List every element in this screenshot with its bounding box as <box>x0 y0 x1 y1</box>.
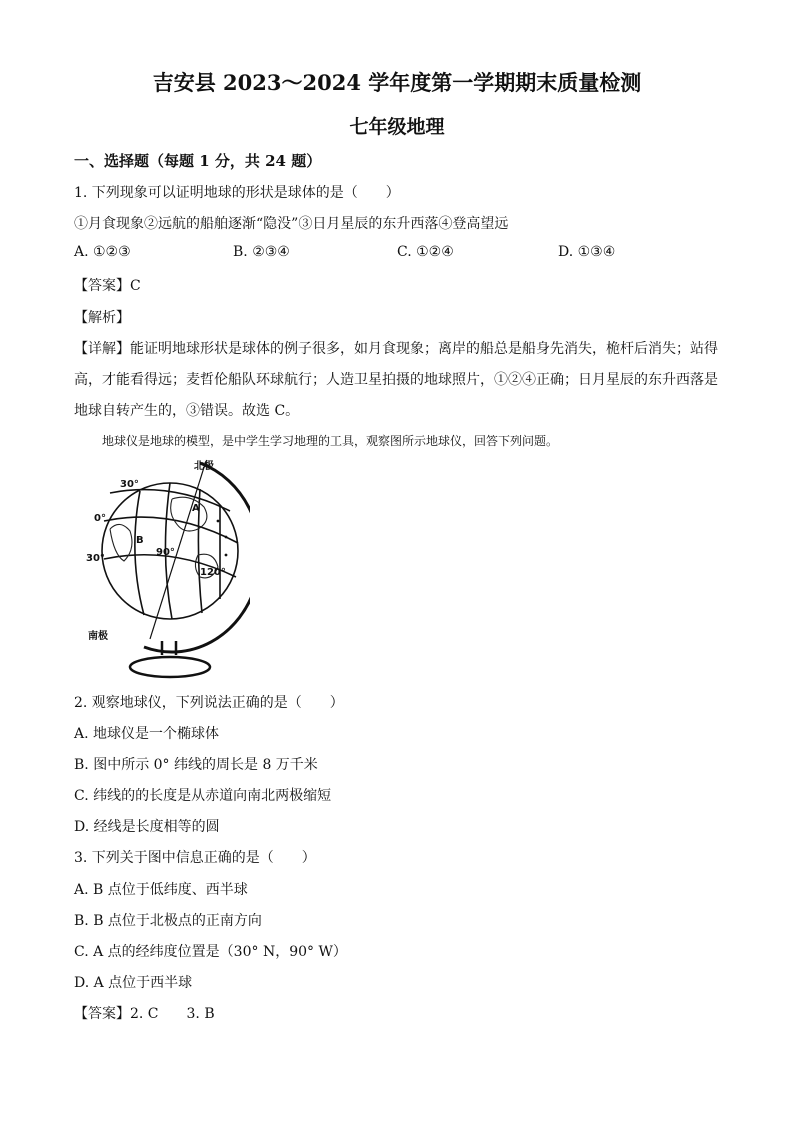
section-heading: 一、选择题（每题 1 分，共 24 题） <box>74 152 322 170</box>
latitude-30-top-label: 30° <box>120 479 139 490</box>
question-2-stem: 2. 观察地球仪，下列说法正确的是（ ） <box>74 695 344 711</box>
analysis-label: 【解析】 <box>74 310 130 326</box>
question-3-option-b: B. B 点位于北极点的正南方向 <box>74 913 262 929</box>
answer-line-1 <box>74 275 141 295</box>
question-1-option-c: C. ①②④ <box>397 244 454 260</box>
detail-line-1 <box>74 338 718 358</box>
latitude-30n <box>110 490 230 511</box>
globe-figure <box>80 459 250 681</box>
detail-line-3: 地球自转产生的，③错误。故选 C。 <box>74 403 300 419</box>
answer-value: 2. C 3. B <box>130 1006 215 1022</box>
marker-dot-3 <box>225 554 228 557</box>
globe-intro: 地球仪是地球的模型，是中学生学习地理的工具，观察图所示地球仪，回答下列问题。 <box>102 434 559 448</box>
question-1-option-d: D. ①③④ <box>558 244 616 260</box>
question-1-option-b: B. ②③④ <box>233 244 290 260</box>
question-3-stem: 3. 下列关于图中信息正确的是（ ） <box>74 850 316 866</box>
longitude-a <box>135 491 144 615</box>
detail-label: 【详解】 <box>74 341 130 357</box>
latitude-30-bottom-label: 30° <box>86 553 105 564</box>
point-a-label: A <box>192 503 200 514</box>
question-3-option-a: A. B 点位于低纬度、西半球 <box>74 882 248 898</box>
latitude-0-label: 0° <box>94 513 106 524</box>
question-2-option-b: B. 图中所示 0° 纬线的周长是 8 万千米 <box>74 757 318 773</box>
answer-value: C <box>130 278 141 294</box>
question-2-option-d: D. 经线是长度相等的圆 <box>74 819 220 835</box>
page-subtitle: 七年级地理 <box>349 116 445 138</box>
question-3-option-d: D. A 点位于西半球 <box>74 975 193 991</box>
page-title: 吉安县 2023～2024 学年度第一学期期末质量检测 <box>152 70 642 95</box>
question-2-option-c: C. 纬线的的长度是从赤道向南北两极缩短 <box>74 788 332 804</box>
answer-label: 【答案】 <box>74 278 130 294</box>
question-1-stem: 1. 下列现象可以证明地球的形状是球体的是（ ） <box>74 185 400 201</box>
longitude-90-label: 90° <box>156 547 175 558</box>
detail-line-2: 高，才能看得远；麦哲伦船队环球航行；人造卫星拍摄的地球照片，①②④正确；日月星辰的东升西落是 <box>74 372 718 388</box>
answer-label: 【答案】 <box>74 1006 130 1022</box>
longitude-120-label: 120° <box>200 567 226 578</box>
detail-text-1: 能证明地球形状是球体的例子很多，如月食现象；离岸的船总是船身先消失，桅杆后消失；站得 <box>130 341 718 357</box>
question-1-items: ①月食现象②远航的船舶逐渐“隐没”③日月星辰的东升西落④登高望远 <box>74 216 509 232</box>
marker-dot-1 <box>217 520 220 523</box>
globe-stand-base <box>130 657 210 677</box>
south-pole-label: 南极 <box>88 631 108 642</box>
question-3-option-c: C. A 点的经纬度位置是（30° N，90° W） <box>74 944 347 960</box>
answer-line-2 <box>74 1003 215 1023</box>
point-b-label: B <box>136 535 144 546</box>
marker-dot-2 <box>225 536 228 539</box>
north-pole-label: 北极 <box>194 461 214 472</box>
question-1-option-a: A. ①②③ <box>74 244 131 260</box>
question-2-option-a: A. 地球仪是一个椭球体 <box>74 726 220 742</box>
